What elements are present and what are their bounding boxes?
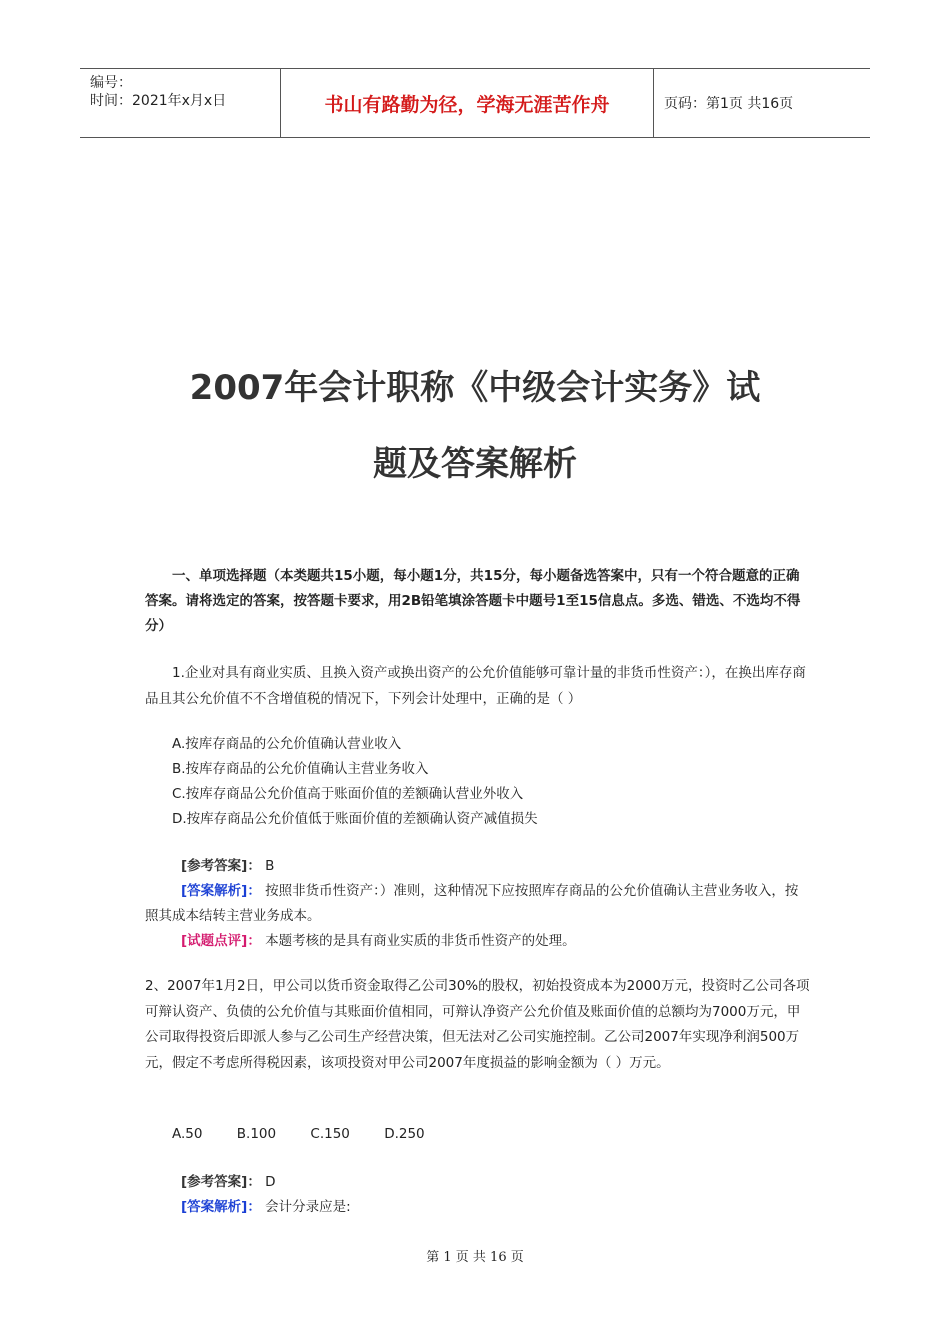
option-c: C.150 (310, 1126, 350, 1142)
option-c: C.按库存商品公允价值高于账面价值的差额确认营业外收入 (172, 786, 524, 802)
analysis-row (145, 1195, 810, 1220)
comment-separator: ： (247, 933, 261, 949)
answer-separator: ： (247, 858, 261, 874)
reference-answer: D (265, 1174, 276, 1190)
number-label: 编号： (90, 75, 132, 91)
page-footer: 第 1 页 共 16 页 (426, 1250, 524, 1265)
option-a: A.50 (172, 1126, 203, 1142)
question-1-options (145, 732, 810, 832)
analysis-tag: [答案解析] (181, 1199, 248, 1215)
date-label: 时间：2021年x月x日 (90, 93, 227, 109)
option-b: B.按库存商品的公允价值确认主营业务收入 (172, 761, 429, 777)
answer-row (145, 1170, 810, 1195)
header-page-info: 页码：第1页 共16页 (664, 96, 794, 112)
answer-row (145, 854, 810, 879)
option-d: D.250 (384, 1126, 425, 1142)
question-1-stem: 1.企业对具有商业实质、且换入资产或换出资产的公允价值能够可靠计量的非货币性资产：），在换出库存商品且其公允价值不不含增值税的情况下，下列会计处理中，正确的是（ ） (145, 665, 806, 707)
comment-tag: [试题点评] (181, 933, 248, 949)
analysis-text: 按照非货币性资产：）准则，这种情况下应按照库存商品的公允价值确认主营业务收入，按照其成本结转主营业务成本。 (145, 883, 799, 924)
comment-text: 本题考核的是具有商业实质的非货币性资产的处理。 (265, 933, 576, 949)
option-d: D.按库存商品公允价值低于账面价值的差额确认资产减值损失 (172, 811, 538, 827)
header-motto: 书山有路勤为径，学海无涯苦作舟 (281, 69, 654, 137)
answer-separator: ： (247, 1174, 261, 1190)
page-header (80, 68, 870, 138)
option-b: B.100 (236, 1126, 277, 1142)
reference-answer: B (265, 858, 275, 874)
question-2-stem: 2、2007年1月2日，甲公司以货币资金取得乙公司30%的股权，初始投资成本为2000万元，投资时乙公司各项可辩认资产、负债的公允价值与其账面价值相同，可辩认净资产公允价值及账面价值的总额均为7000万元，甲公司取得投资后即派人参与乙公司生产经营决策，但无法对乙公司实施控制。乙公司2007年实现净利润500万元，假定不考虑所得税因素，该项投资对甲公司2007年度损益的影响金额为（ ）万元。 (145, 978, 810, 1071)
header-meta-cell (80, 69, 281, 137)
question-2-answer-block (145, 1170, 810, 1220)
reference-answer-tag: [参考答案] (181, 1174, 248, 1190)
question-1-answer-block (145, 854, 810, 954)
document-title-line-1: 2007年会计职称《中级会计实务》试 (189, 368, 761, 408)
section-heading: 一、单项选择题（本类题共15小题，每小题1分，共15分，每小题备选答案中，只有一个符合题意的正确答案。请将选定的答案，按答题卡要求，用2B铅笔填涂答题卡中题号1至15信息点。多选、错选、不选均不得分） (145, 568, 801, 634)
question-2-options (145, 1122, 810, 1146)
comment-row (145, 929, 810, 954)
document-title-line-2: 题及答案解析 (373, 444, 577, 484)
analysis-tag: [答案解析] (181, 883, 248, 899)
option-a: A.按库存商品的公允价值确认营业收入 (172, 736, 402, 752)
reference-answer-tag: [参考答案] (181, 858, 248, 874)
analysis-row (145, 879, 810, 929)
analysis-text: 会计分录应是: (265, 1199, 351, 1215)
analysis-separator: ： (247, 883, 261, 899)
analysis-separator: ： (247, 1199, 261, 1215)
